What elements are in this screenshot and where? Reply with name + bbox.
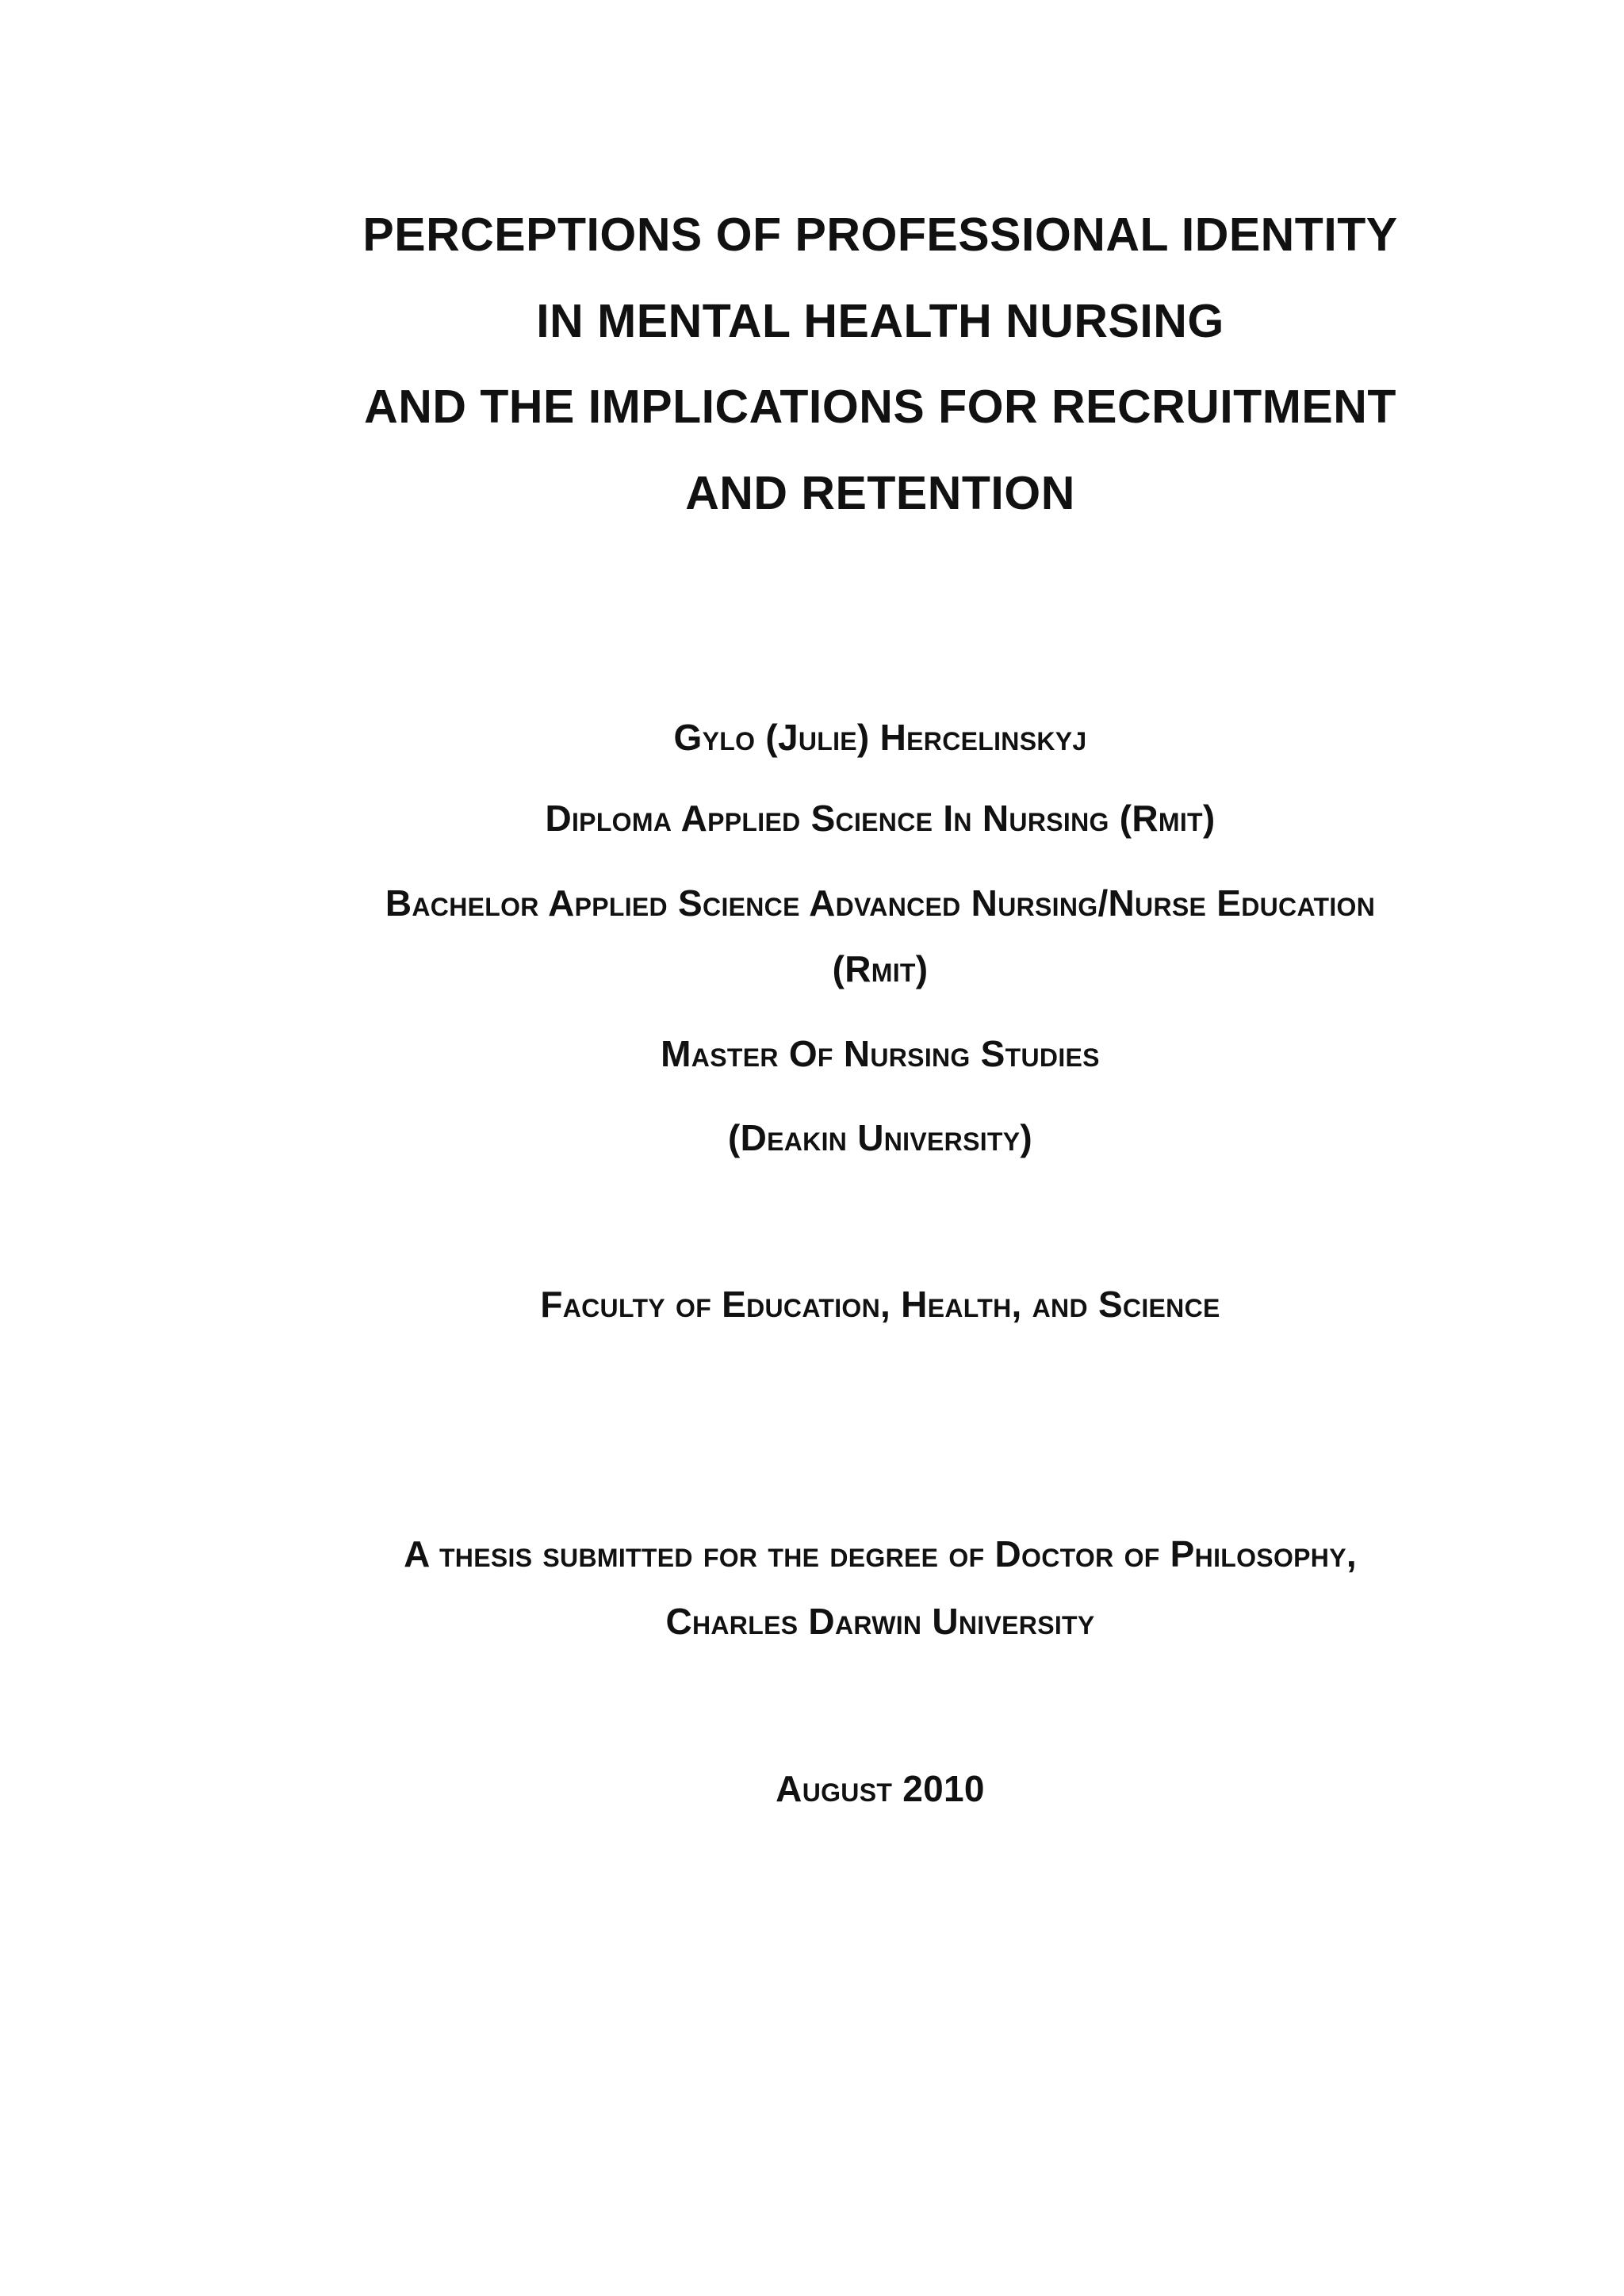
university: Charles Darwin University	[665, 1601, 1095, 1642]
faculty: Faculty of Education, Health, and Science	[540, 1284, 1220, 1325]
thesis-title-line-4: AND RETENTION	[685, 467, 1075, 519]
thesis-title-line-3: AND THE IMPLICATIONS FOR RECRUITMENT	[364, 381, 1396, 433]
thesis-title-line-2: IN MENTAL HEALTH NURSING	[536, 295, 1224, 347]
submission-statement: A thesis submitted for the degree of Doctor of Philosophy,	[404, 1533, 1357, 1575]
qualification-master-institution: (Deakin University)	[727, 1117, 1033, 1158]
submission-date: August 2010	[776, 1768, 985, 1809]
author-name: Gylo (Julie) Hercelinskyj	[673, 717, 1087, 758]
qualification-bachelor: Bachelor Applied Science Advanced Nursing/Nurse Education	[385, 882, 1376, 924]
qualification-master: Master Of Nursing Studies	[661, 1033, 1100, 1074]
qualification-diploma: Diploma Applied Science In Nursing (Rmit)	[545, 798, 1216, 839]
thesis-title-line-1: PERCEPTIONS OF PROFESSIONAL IDENTITY	[362, 209, 1398, 261]
qualification-bachelor-institution: (Rmit)	[832, 948, 929, 989]
